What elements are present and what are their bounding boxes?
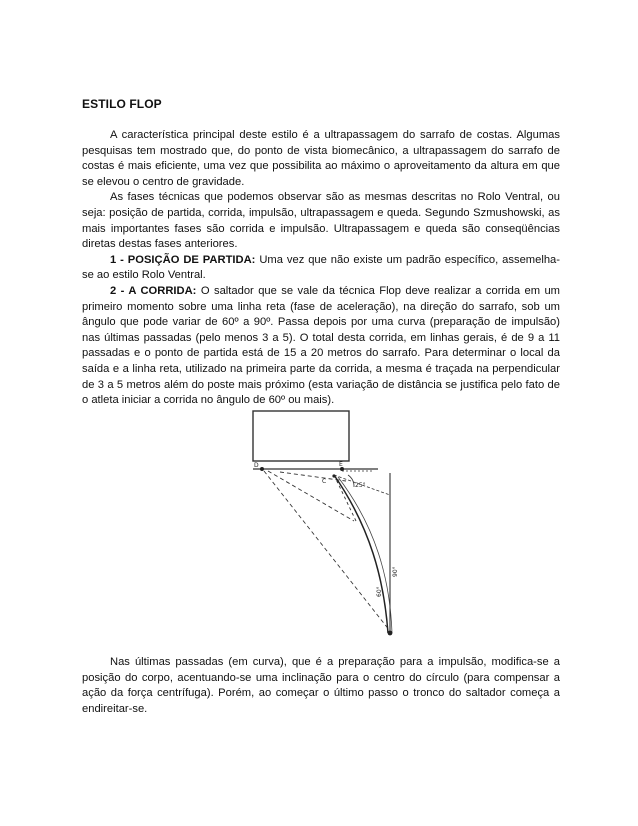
approach-diagram	[250, 409, 402, 645]
curved-approach-path-outer	[338, 477, 392, 633]
starting-position-label: 1 - POSIÇÃO DE PARTIDA:	[110, 253, 256, 266]
takeoff-point	[332, 474, 335, 477]
angle-arc	[348, 475, 354, 487]
angle-label-60: 60°	[376, 586, 383, 597]
left-post	[260, 467, 264, 471]
paragraph-curve: Nas últimas passadas (em curva), que é a preparação para a impulsão, modifica-se a posição do corpo, acentuando-se uma inclinação para o centro do círculo (para compensar a ação da força centrífuga). Porém, ao começar o último passo o tronco do saltador começa a endireitar-se.	[82, 656, 560, 715]
paragraph-intro: A característica principal deste estilo é a ultrapassagem do sarrafo de costas. Algumas pesquisas tem mostrado que, do ponto de vista biomecânico, a ultrapassagem do sarrafo de costas é mais eficiente, uma vez que possibilita ao máximo o aproveitamento da altura em que se elevou o centro de gravidade.	[82, 129, 560, 188]
paragraph-run-up	[82, 284, 560, 409]
section-title: ESTILO FLOP	[82, 97, 162, 111]
paragraph-phases: As fases técnicas que podemos observar são as mesmas descritas no Rolo Ventral, ou seja: posição de partida, corrida, impulsão, ultrapassagem e queda. Segundo Szmushowski, as mais importantes fases são corrida e impulsão. Ultrapassagem e queda são conseqüências diretas destas fases anteriores.	[82, 191, 560, 251]
left-post-label: D	[254, 462, 259, 469]
start-point	[388, 631, 393, 636]
approach-diagram-svg	[250, 409, 402, 645]
angle-label-90: 90°	[392, 566, 399, 577]
paragraph-starting-position	[82, 253, 560, 284]
body-text-upper	[82, 128, 560, 409]
landing-mat	[253, 411, 349, 461]
run-up-label: 2 - A CORRIDA:	[110, 284, 197, 297]
takeoff-label: C	[322, 478, 327, 485]
dashed-line-3	[280, 472, 346, 481]
curved-approach-path	[334, 475, 388, 633]
right-post-label: E	[339, 461, 343, 468]
angle-label-small: 25°	[355, 482, 366, 489]
dashed-line-1	[264, 471, 390, 631]
dashed-line-2	[268, 471, 354, 521]
body-text-lower	[82, 655, 560, 717]
run-up-text: O saltador que se vale da técnica Flop deve realizar a corrida em um primeiro momento sobre uma linha reta (fase de aceleração), na direção do sarrafo, sob um ângulo que pode variar de 60º a 90º. Passa depois por uma curva (preparação de impulsão) nas últimas passadas (pelo menos 3 a 5). O total desta corrida, em linhas gerais, é de 9 a 11 passadas e o ponto de partida está de 15 a 20 metros do sarrafo. Para determinar o local da saída e a linha reta, utilizado na primeira parte da corrida, a mesma é traçada na perpendicular de 3 a 5 metros além do poste mais próximo (esta variação de distância se justifica pelo fato de o atleta iniciar a corrida no ângulo de 60º ou mais).	[82, 284, 561, 407]
starting-position-text: Uma vez que não existe um padrão específico, assemelha-se ao estilo Rolo Ventral.	[82, 253, 560, 282]
